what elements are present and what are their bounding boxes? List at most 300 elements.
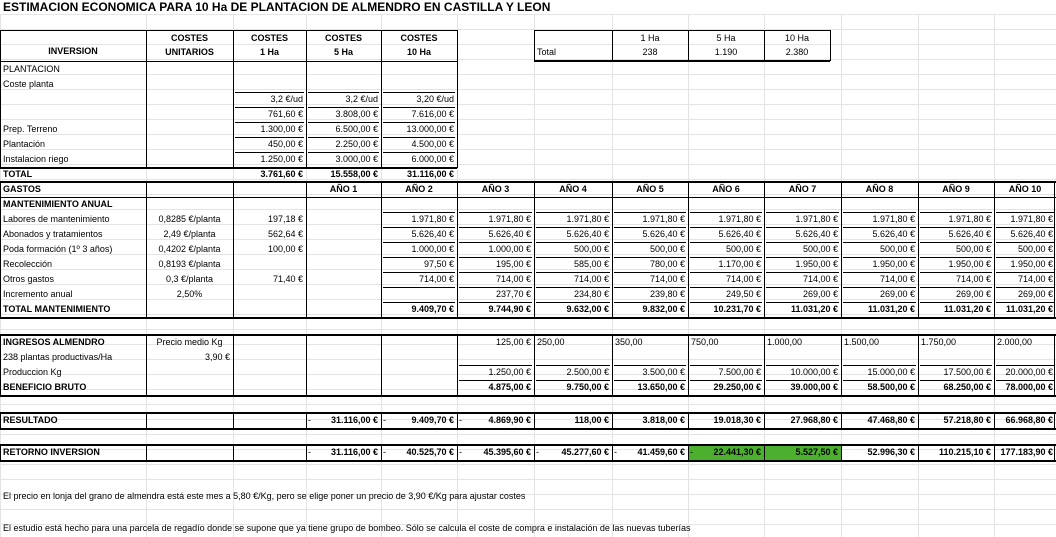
grid-line	[0, 412, 1056, 414]
gasto-year-value[interactable]: 5.626,40 €	[948, 229, 991, 239]
inversion-cost-1ha[interactable]: 761,60 €	[267, 109, 303, 119]
grid-line	[994, 335, 995, 395]
grid-line	[690, 272, 762, 273]
gasto-year-value[interactable]	[381, 287, 457, 302]
retorno-value[interactable]: 41.459,60 €	[637, 447, 685, 457]
inversion-header[interactable]: INVERSION	[48, 46, 98, 56]
retorno-value[interactable]: 31.116,00 €	[330, 447, 378, 457]
grid-line	[308, 167, 379, 168]
grid-line	[146, 445, 147, 460]
grid-line	[614, 212, 686, 213]
gasto-year-value[interactable]: 5.626,40 €	[566, 229, 609, 239]
total-box-value[interactable]: 2.380	[785, 47, 809, 57]
kg-header-value[interactable]: 250,00	[537, 337, 565, 347]
grid-line	[612, 182, 613, 317]
inversion-cost-10ha[interactable]	[381, 62, 457, 77]
gasto-unit-total[interactable]: 71,40 €	[272, 274, 303, 284]
resultado-value[interactable]: 3.818,00 €	[642, 415, 685, 425]
gasto-year-value[interactable]: 9.632,00 €	[566, 304, 609, 314]
gasto-year-value[interactable]: 249,50 €	[725, 289, 761, 299]
gasto-year-value[interactable]: 195,00 €	[495, 259, 531, 269]
grid-line	[841, 182, 842, 317]
grid-line	[920, 287, 992, 288]
grid-line	[688, 413, 689, 428]
gasto-unit[interactable]	[146, 302, 233, 317]
retorno-value[interactable]: 22.441,30 €	[688, 445, 764, 460]
grid-line	[457, 30, 458, 168]
grid-line	[0, 404, 1056, 405]
costes-unitarios-header[interactable]: COSTES	[170, 33, 208, 43]
gasto-year-value[interactable]: 1.971,80 €	[795, 214, 838, 224]
gasto-year-value[interactable]: 500,00 €	[879, 244, 915, 254]
grid-line	[0, 182, 1, 317]
total-box-label[interactable]: Total	[537, 47, 557, 57]
beneficio-value[interactable]: 29.250,00 €	[713, 382, 761, 392]
grid-line	[0, 197, 1056, 198]
grid-line	[0, 445, 1, 460]
gasto-unit[interactable]: 2,50%	[176, 289, 203, 299]
grid-line	[308, 122, 379, 123]
grid-line	[233, 413, 234, 428]
year-header[interactable]: AÑO 5	[636, 184, 664, 194]
gasto-unit-total[interactable]	[233, 257, 306, 272]
inversion-cost-10ha[interactable]: 13.000,00 €	[406, 124, 454, 134]
gasto-year-value[interactable]: 5.626,40 €	[411, 229, 454, 239]
produccion-value[interactable]: 7.500,00 €	[718, 367, 761, 377]
resultado-value[interactable]: 118,00 €	[574, 415, 609, 425]
retorno-minus-sign[interactable]: -	[690, 447, 693, 457]
year-header[interactable]: AÑO 9	[942, 184, 970, 194]
gasto-year-value[interactable]: 1.971,80 €	[948, 214, 991, 224]
grid-line	[612, 445, 613, 460]
retorno-value[interactable]: 52.996,30 €	[867, 447, 915, 457]
grid-line	[534, 335, 535, 395]
grid-line	[920, 272, 992, 273]
costes-1ha-header[interactable]: COSTES	[250, 33, 288, 43]
gasto-unit-total[interactable]: 197,18 €	[267, 214, 303, 224]
gasto-year-value[interactable]: 780,00 €	[649, 259, 685, 269]
gasto-row-label[interactable]: Labores de mantenimiento	[3, 214, 110, 224]
retorno-value[interactable]: 110.215,10 €	[938, 447, 991, 457]
inversion-cost-10ha[interactable]: 3,20 €/ud	[416, 94, 454, 104]
grid-line	[383, 137, 455, 138]
gasto-year-value[interactable]: 269,00 €	[802, 289, 838, 299]
gasto-year-value[interactable]: 5.626,40 €	[488, 229, 531, 239]
inversion-cost-5ha[interactable]: 2.250,00 €	[335, 139, 378, 149]
gasto-year-value[interactable]: 714,00 €	[495, 274, 531, 284]
gasto-year-value[interactable]: 1.971,80 €	[872, 214, 915, 224]
grid-line	[0, 61, 457, 62]
inversion-row-label[interactable]: Plantación	[3, 139, 46, 149]
grid-line	[688, 30, 689, 61]
grid-line	[0, 479, 1056, 480]
retorno-minus-sign[interactable]: -	[536, 447, 539, 457]
gasto-year-value[interactable]: 500,00 €	[725, 244, 761, 254]
year-header[interactable]: AÑO 8	[865, 184, 894, 194]
gasto-row-label[interactable]: Poda formación (1º 3 años)	[3, 244, 113, 254]
inversion-row-label[interactable]: PLANTACION	[3, 64, 60, 74]
grid-line	[688, 182, 689, 317]
total-box-header[interactable]: 5 Ha	[716, 33, 736, 43]
retorno-value[interactable]: 177.183,90 €	[1000, 447, 1053, 457]
inversion-cost-10ha[interactable]: 6.000,00 €	[411, 154, 454, 164]
produccion-label[interactable]: Produccion Kg	[3, 367, 62, 377]
grid-line	[690, 227, 762, 228]
gasto-year-value[interactable]: 1.971,80 €	[1010, 214, 1053, 224]
resultado-label[interactable]: RESULTADO	[3, 415, 58, 425]
total-box-header[interactable]: 1 Ha	[640, 33, 660, 43]
grid-line	[308, 92, 379, 93]
costes-10ha-header[interactable]: 10 Ha	[406, 47, 432, 57]
gasto-row-label[interactable]: TOTAL MANTENIMIENTO	[3, 304, 111, 314]
gasto-year-value[interactable]: 1.971,80 €	[488, 214, 531, 224]
resultado-value[interactable]: 47.468,80 €	[867, 415, 915, 425]
resultado-minus-sign[interactable]: -	[308, 415, 311, 425]
gasto-unit-total[interactable]: 100,00 €	[267, 244, 303, 254]
gasto-year-value[interactable]: 5.626,40 €	[642, 229, 685, 239]
gasto-unit[interactable]: 0,3 €/planta	[165, 274, 214, 284]
grid-line	[0, 413, 1, 428]
grid-line	[920, 365, 992, 366]
kg-header-value[interactable]: 1.500,00	[844, 337, 880, 347]
grid-line	[614, 227, 686, 228]
gasto-year-value[interactable]: 1.950,00 €	[872, 259, 915, 269]
inversion-cost-1ha[interactable]: 1.250,00 €	[260, 154, 303, 164]
gasto-year-value[interactable]: 11.031,20 €	[790, 304, 838, 314]
gasto-year-value[interactable]: 714,00 €	[573, 274, 609, 284]
gasto-unit[interactable]: 0,8193 €/planta	[158, 259, 221, 269]
grid-line	[843, 287, 916, 288]
kg-header-value[interactable]: 1.750,00	[921, 337, 957, 347]
grid-line	[459, 287, 532, 288]
retorno-value[interactable]: 45.395,60 €	[483, 447, 531, 457]
total-box-header[interactable]: 10 Ha	[784, 33, 810, 43]
gasto-year-value[interactable]: 500,00 €	[955, 244, 991, 254]
gasto-year-value[interactable]: 269,00 €	[1017, 289, 1053, 299]
grid-line	[536, 212, 610, 213]
beneficio-value[interactable]: 13.650,00 €	[637, 382, 685, 392]
precio-medio-value[interactable]: 3,90 €	[204, 352, 230, 362]
produccion-value[interactable]: 2.500,00 €	[566, 367, 609, 377]
inversion-row-label[interactable]: Coste planta	[3, 79, 54, 89]
gasto-row-label[interactable]: Incremento anual	[3, 289, 73, 299]
grid-line	[306, 335, 307, 395]
gasto-year-value[interactable]: 5.626,40 €	[1010, 229, 1053, 239]
gasto-year-value[interactable]: 1.971,80 €	[566, 214, 609, 224]
gasto-year-value[interactable]: 714,00 €	[879, 274, 915, 284]
grid-line	[308, 107, 379, 108]
total-box-value[interactable]: 1.190	[714, 47, 738, 57]
gasto-unit[interactable]: 0,4202 €/planta	[158, 244, 221, 254]
gasto-year-value[interactable]: 500,00 €	[649, 244, 685, 254]
grid-line	[457, 182, 458, 317]
grid-line	[0, 444, 1056, 446]
gasto-row-label[interactable]: Otros gastos	[3, 274, 55, 284]
grid-line	[306, 413, 307, 428]
gasto-year-value[interactable]: 1.170,00 €	[718, 259, 761, 269]
inversion-cost-1ha[interactable]	[233, 77, 306, 92]
gasto-year-value[interactable]: 97,50 €	[423, 259, 454, 269]
inversion-cost-5ha[interactable]: 6.500,00 €	[335, 124, 378, 134]
retorno-minus-sign[interactable]: -	[383, 447, 386, 457]
grid-line	[0, 428, 1056, 430]
resultado-value[interactable]: 4.869,90 €	[488, 415, 531, 425]
grid-line	[843, 227, 916, 228]
produccion-value[interactable]: 10.000,00 €	[790, 367, 838, 377]
grid-line	[612, 413, 613, 428]
grid-line	[0, 464, 1056, 465]
gasto-year-value[interactable]: 10.231,70 €	[713, 304, 761, 314]
gasto-year-value[interactable]: 234,80 €	[573, 289, 609, 299]
grid-line	[920, 242, 992, 243]
grid-line	[0, 334, 1056, 336]
plantas-productivas-label[interactable]: 238 plantas productivas/Ha	[3, 352, 113, 362]
retorno-label[interactable]: RETORNO INVERSION	[3, 447, 100, 457]
beneficio-value[interactable]: 78.000,00 €	[1005, 382, 1053, 392]
beneficio-value[interactable]: 58.500,00 €	[867, 382, 915, 392]
inversion-cost-5ha[interactable]	[306, 62, 381, 77]
inversion-cost-10ha[interactable]: 4.500,00 €	[411, 139, 454, 149]
gasto-year-value[interactable]: 1.971,80 €	[642, 214, 685, 224]
grid-line	[764, 30, 765, 61]
year-header[interactable]: AÑO 3	[481, 184, 510, 194]
grid-line	[690, 302, 762, 303]
grid-line	[233, 445, 234, 460]
grid-line	[383, 122, 455, 123]
gasto-year-value[interactable]: 5.626,40 €	[872, 229, 915, 239]
grid-line	[688, 445, 689, 460]
kg-header-value[interactable]: 1.000,00	[767, 337, 803, 347]
gasto-unit-total[interactable]: 562,64 €	[267, 229, 303, 239]
grid-line	[0, 395, 1056, 397]
gasto-row-label[interactable]: Recolección	[3, 259, 53, 269]
costes-10ha-header[interactable]: COSTES	[400, 33, 438, 43]
gasto-year-value[interactable]: 239,80 €	[649, 289, 685, 299]
grid-line	[612, 30, 613, 61]
inversion-row-label[interactable]: Prep. Terreno	[3, 124, 58, 134]
gasto-year-value[interactable]: 585,00 €	[573, 259, 609, 269]
resultado-value[interactable]: 31.116,00 €	[330, 415, 378, 425]
beneficio-value[interactable]: 39.000,00 €	[790, 382, 838, 392]
inversion-cost-5ha[interactable]: 15.558,00 €	[330, 169, 378, 179]
page-title: ESTIMACION ECONOMICA PARA 10 Ha DE PLANTACION DE ALMENDRO EN CASTILLA Y LEON	[3, 0, 551, 14]
produccion-value[interactable]: 20.000,00 €	[1005, 367, 1053, 377]
retorno-minus-sign[interactable]: -	[459, 447, 462, 457]
grid-line	[0, 329, 1056, 330]
inversion-cost-10ha[interactable]: 7.616,00 €	[411, 109, 454, 119]
grid-line	[0, 209, 1056, 210]
inversion-cost-5ha[interactable]	[306, 77, 381, 92]
grid-line	[996, 212, 1054, 213]
grid-line	[764, 335, 765, 395]
grid-line	[383, 287, 455, 288]
grid-line	[536, 257, 610, 258]
grid-line	[766, 257, 839, 258]
gasto-year-value[interactable]: 714,00 €	[649, 274, 685, 284]
gasto-year-value[interactable]: 5.626,40 €	[718, 229, 761, 239]
gasto-year-value[interactable]: 714,00 €	[955, 274, 991, 284]
precio-medio-label[interactable]: Precio medio Kg	[156, 337, 223, 347]
year-header[interactable]: AÑO 6	[712, 184, 740, 194]
gasto-year-value[interactable]: 5.626,40 €	[795, 229, 838, 239]
grid-line	[536, 380, 610, 381]
grid-line	[843, 257, 916, 258]
grid-line	[614, 287, 686, 288]
kg-header-value[interactable]: 2.000,00	[997, 337, 1033, 347]
resultado-value[interactable]: 66.968,80 €	[1005, 415, 1053, 425]
resultado-value[interactable]: 9.409,70 €	[411, 415, 454, 425]
grid-line	[0, 104, 1056, 105]
grid-line	[918, 182, 919, 317]
gasto-year-value[interactable]: 269,00 €	[879, 289, 915, 299]
grid-line	[381, 182, 382, 317]
gasto-year-value[interactable]: 714,00 €	[1017, 274, 1053, 284]
grid-line	[690, 365, 762, 366]
produccion-value[interactable]: 17.500,00 €	[943, 367, 991, 377]
resultado-value[interactable]: 19.018,30 €	[713, 415, 761, 425]
gasto-year-value[interactable]: 500,00 €	[1017, 244, 1053, 254]
gasto-year-value[interactable]: 714,00 €	[725, 274, 761, 284]
gasto-year-value[interactable]: 11.031,20 €	[943, 304, 991, 314]
grid-line	[1054, 182, 1055, 317]
retorno-value[interactable]: 40.525,70 €	[406, 447, 454, 457]
gasto-year-value[interactable]: 11.031,20 €	[1005, 304, 1053, 314]
grid-line	[614, 380, 686, 381]
inversion-row-label[interactable]	[0, 107, 146, 122]
gasto-year-value[interactable]: 500,00 €	[573, 244, 609, 254]
year-header[interactable]: AÑO 4	[559, 184, 587, 194]
grid-line	[534, 413, 535, 428]
inversion-row-label[interactable]: Instalacion riego	[3, 154, 69, 164]
gasto-year-value[interactable]: 1.971,80 €	[411, 214, 454, 224]
inversion-cost-1ha[interactable]	[233, 62, 306, 77]
grid-line	[766, 287, 839, 288]
gasto-year-value[interactable]: 714,00 €	[802, 274, 838, 284]
resultado-minus-sign[interactable]: -	[459, 415, 462, 425]
grid-line	[383, 302, 455, 303]
grid-line	[381, 335, 382, 395]
grid-line	[764, 445, 765, 460]
inversion-row-label[interactable]: TOTAL	[3, 169, 33, 179]
grid-line	[383, 212, 455, 213]
beneficio-label[interactable]: BENEFICIO BRUTO	[3, 382, 87, 392]
resultado-minus-sign[interactable]: -	[383, 415, 386, 425]
gasto-year-value[interactable]: 9.409,70 €	[411, 304, 454, 314]
gastos-header[interactable]: GASTOS	[3, 184, 41, 194]
inversion-cost-1ha[interactable]: 450,00 €	[267, 139, 303, 149]
gasto-year-value[interactable]: 269,00 €	[955, 289, 991, 299]
grid-line	[383, 107, 455, 108]
resultado-value[interactable]: 27.968,80 €	[790, 415, 838, 425]
grid-line	[534, 30, 830, 31]
gasto-year-value[interactable]: 9.832,00 €	[642, 304, 685, 314]
gasto-year-value[interactable]: 500,00 €	[802, 244, 838, 254]
grid-line	[381, 30, 382, 168]
beneficio-value[interactable]: 4.875,00 €	[488, 382, 531, 392]
inversion-cost-10ha[interactable]	[381, 77, 457, 92]
grid-line	[918, 445, 919, 460]
grid-line	[235, 167, 304, 168]
footnote: El estudio está hecho para una parcela de regadío donde se supone que ya tiene grupo de bombeo. Sólo se calcula el coste de compra e instalación de las nuevas tuberías	[3, 523, 691, 533]
gasto-year-value[interactable]: 1.000,00 €	[411, 244, 454, 254]
grid-line	[459, 212, 532, 213]
grid-line	[614, 302, 686, 303]
grid-line	[764, 413, 765, 428]
grid-line	[235, 152, 304, 153]
kg-header-value[interactable]: 350,00	[615, 337, 643, 347]
retorno-minus-sign[interactable]: -	[614, 447, 617, 457]
grid-line	[996, 257, 1054, 258]
produccion-value[interactable]: 1.250,00 €	[488, 367, 531, 377]
beneficio-value[interactable]: 9.750,00 €	[566, 382, 609, 392]
grid-line	[459, 272, 532, 273]
gasto-unit-total[interactable]	[233, 287, 306, 302]
kg-header-value[interactable]: 125,00 €	[495, 337, 531, 347]
grid-line	[146, 182, 147, 317]
gasto-year-value[interactable]: 1.000,00 €	[488, 244, 531, 254]
costes-5ha-header[interactable]: COSTES	[324, 33, 362, 43]
year-header[interactable]: AÑO 7	[788, 184, 817, 194]
year-header[interactable]: AÑO 1	[329, 184, 358, 194]
inversion-cost-5ha[interactable]: 3.000,00 €	[335, 154, 378, 164]
year-header[interactable]: AÑO 10	[1008, 184, 1042, 194]
inversion-row-label[interactable]	[0, 92, 146, 107]
grid-line	[994, 182, 995, 317]
inversion-cost-10ha[interactable]: 31.116,00 €	[406, 169, 454, 179]
inversion-cost-5ha[interactable]: 3,2 €/ud	[345, 94, 378, 104]
costes-unitarios-header[interactable]: UNITARIOS	[165, 47, 214, 57]
mantenimiento-header[interactable]: MANTENIMIENTO ANUAL	[3, 199, 113, 209]
gasto-unit-total[interactable]	[233, 302, 306, 317]
resultado-value[interactable]: 57.218,80 €	[943, 415, 991, 425]
grid-line	[614, 257, 686, 258]
costes-5ha-header[interactable]: 5 Ha	[333, 47, 353, 57]
beneficio-value[interactable]: 68.250,00 €	[943, 382, 991, 392]
inversion-cost-1ha[interactable]: 3,2 €/ud	[270, 94, 303, 104]
gasto-year-value[interactable]: 1.950,00 €	[1010, 259, 1053, 269]
costes-1ha-header[interactable]: 1 Ha	[259, 47, 279, 57]
inversion-cost-5ha[interactable]: 3.808,00 €	[335, 109, 378, 119]
inversion-cost-1ha[interactable]: 3.761,60 €	[260, 169, 303, 179]
gasto-unit[interactable]: 2,49 €/planta	[163, 229, 216, 239]
inversion-cost-1ha[interactable]: 1.300,00 €	[260, 124, 303, 134]
gasto-row-label[interactable]: Abonados y tratamientos	[3, 229, 103, 239]
grid-line	[920, 212, 992, 213]
retorno-value[interactable]: 45.277,60 €	[561, 447, 609, 457]
gasto-year-value[interactable]: 714,00 €	[418, 274, 454, 284]
total-box-value[interactable]: 238	[642, 47, 658, 57]
kg-header-value[interactable]: 750,00	[691, 337, 719, 347]
grid-line	[843, 302, 916, 303]
year-header[interactable]: AÑO 2	[405, 184, 433, 194]
gasto-year-value[interactable]: 1.950,00 €	[948, 259, 991, 269]
grid-line	[459, 227, 532, 228]
gasto-unit[interactable]: 0,8285 €/planta	[158, 214, 221, 224]
gasto-year-value[interactable]: 11.031,20 €	[867, 304, 915, 314]
retorno-value[interactable]: 5.527,50 €	[764, 445, 841, 460]
gasto-year-value[interactable]: 1.971,80 €	[718, 214, 761, 224]
gasto-year-value[interactable]: 237,70 €	[495, 289, 531, 299]
grid-line	[457, 445, 458, 460]
retorno-minus-sign[interactable]: -	[308, 447, 311, 457]
grid-line	[233, 182, 234, 317]
produccion-value[interactable]: 15.000,00 €	[867, 367, 915, 377]
gasto-year-value[interactable]: 9.744,90 €	[488, 304, 531, 314]
ingresos-header[interactable]: INGRESOS ALMENDRO	[3, 337, 105, 347]
grid-line	[0, 59, 1056, 60]
produccion-value[interactable]: 3.500,00 €	[642, 367, 685, 377]
gasto-year-value[interactable]: 1.950,00 €	[795, 259, 838, 269]
